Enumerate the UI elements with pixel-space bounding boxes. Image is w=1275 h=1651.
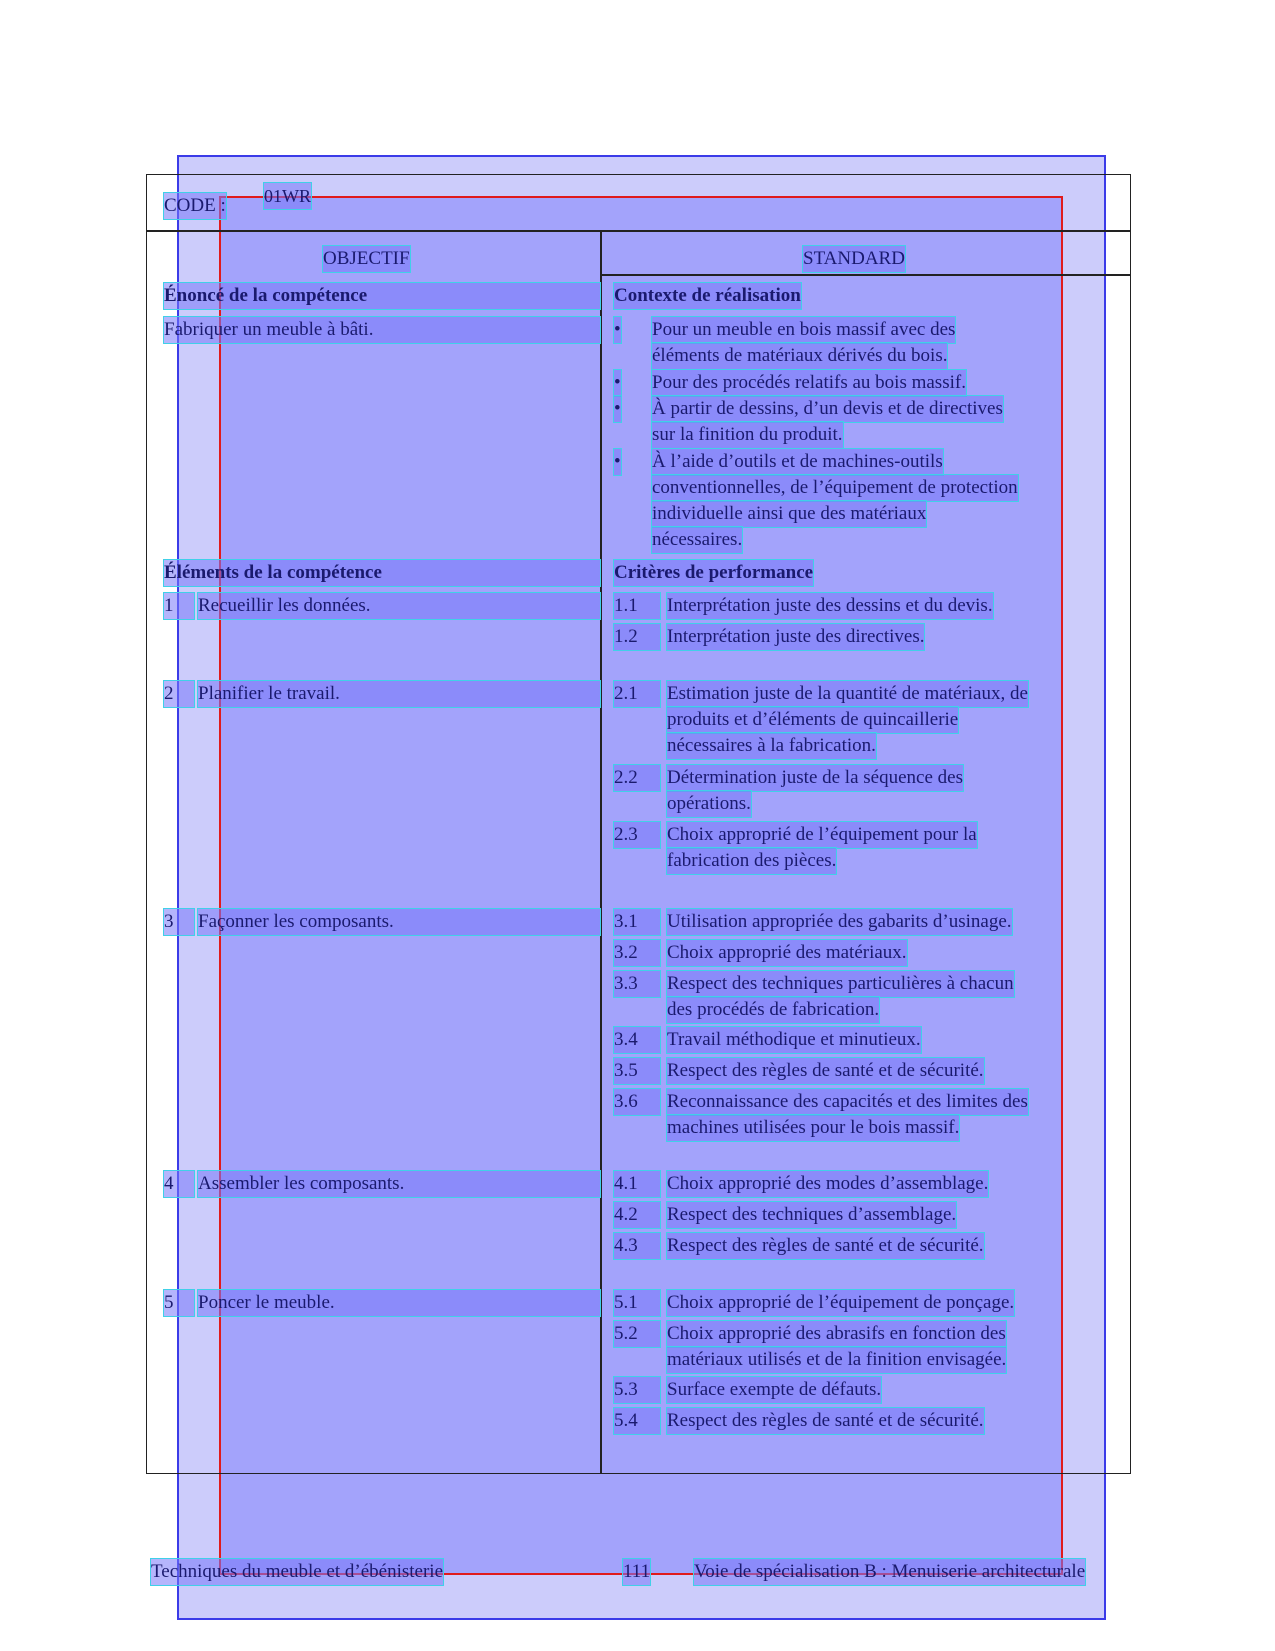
criterion-text-line: Choix approprié des modes d’assemblage. <box>667 1171 988 1197</box>
bullet-icon: • <box>614 317 621 343</box>
footer-program: Techniques du meuble et d’ébénisterie <box>151 1559 443 1585</box>
criterion-text-line: matériaux utilisés et de la finition envisagée. <box>667 1347 1006 1373</box>
element-label: Assembler les composants. <box>198 1171 600 1197</box>
criterion-number: 5.1 <box>614 1290 660 1316</box>
criterion-number: 4.2 <box>614 1202 660 1228</box>
bullet-icon: • <box>614 396 621 422</box>
divider-code-row <box>146 230 1131 232</box>
bullet-icon: • <box>614 449 621 475</box>
criterion-number: 4.3 <box>614 1233 660 1259</box>
contexte-item-line: Pour des procédés relatifs au bois massif. <box>652 370 966 396</box>
contexte-item-line: nécessaires. <box>652 527 742 553</box>
criterion-text-line: Respect des règles de santé et de sécurité. <box>667 1408 984 1434</box>
criterion-text-line: Respect des règles de santé et de sécurité. <box>667 1058 984 1084</box>
criterion-text-line: Détermination juste de la séquence des <box>667 765 963 791</box>
criterion-text-line: Choix approprié de l’équipement de ponçage. <box>667 1290 1014 1316</box>
contexte-item-line: Pour un meuble en bois massif avec des <box>652 317 955 343</box>
bullet-icon: • <box>614 370 621 396</box>
code-value: 01WR <box>264 183 311 209</box>
criterion-text-line: Interprétation juste des directives. <box>667 624 924 650</box>
criterion-number: 3.1 <box>614 909 660 935</box>
criterion-text-line: Respect des règles de santé et de sécurité. <box>667 1233 984 1259</box>
divider-columns <box>600 230 602 1474</box>
contexte-item-line: éléments de matériaux dérivés du bois. <box>652 343 947 369</box>
criterion-text-line: produits et d’éléments de quincaillerie <box>667 707 958 733</box>
contexte-item-line: À partir de dessins, d’un devis et de directives <box>652 396 1003 422</box>
element-number: 2 <box>164 681 194 707</box>
contexte-item-line: conventionnelles, de l’équipement de protection <box>652 475 1018 501</box>
code-label: CODE : <box>164 193 226 219</box>
element-label: Recueillir les données. <box>198 593 600 619</box>
contexte-heading: Contexte de réalisation <box>614 283 801 309</box>
elements-heading: Éléments de la compétence <box>164 560 600 586</box>
criterion-number: 2.3 <box>614 822 660 848</box>
criterion-text-line: Utilisation appropriée des gabarits d’usinage. <box>667 909 1012 935</box>
criterion-number: 5.4 <box>614 1408 660 1434</box>
criterion-text-line: Choix approprié des matériaux. <box>667 940 907 966</box>
criterion-number: 1.2 <box>614 624 660 650</box>
enonce-heading: Énoncé de la compétence <box>164 283 600 309</box>
criterion-text-line: Respect des techniques particulières à chacun <box>667 971 1014 997</box>
element-number: 1 <box>164 593 194 619</box>
criterion-number: 3.4 <box>614 1027 660 1053</box>
criterion-text-line: Estimation juste de la quantité de matériaux, de <box>667 681 1028 707</box>
criterion-number: 1.1 <box>614 593 660 619</box>
criterion-text-line: Reconnaissance des capacités et des limites des <box>667 1089 1028 1115</box>
column-header-objectif: OBJECTIF <box>323 246 410 272</box>
criterion-text-line: fabrication des pièces. <box>667 848 836 874</box>
enonce-text: Fabriquer un meuble à bâti. <box>164 317 600 343</box>
criterion-number: 3.6 <box>614 1089 660 1115</box>
element-number: 4 <box>164 1171 194 1197</box>
footer-page-number: 111 <box>623 1559 650 1585</box>
criterion-number: 3.2 <box>614 940 660 966</box>
column-header-standard: STANDARD <box>803 246 905 272</box>
element-number: 3 <box>164 909 194 935</box>
contexte-item-line: individuelle ainsi que des matériaux <box>652 501 926 527</box>
criterion-text-line: des procédés de fabrication. <box>667 997 879 1023</box>
contexte-item-line: sur la finition du produit. <box>652 422 843 448</box>
element-label: Planifier le travail. <box>198 681 600 707</box>
criterion-number: 5.3 <box>614 1377 660 1403</box>
footer-specialisation: Voie de spécialisation B : Menuiserie architecturale <box>694 1559 1085 1585</box>
criterion-text-line: machines utilisées pour le bois massif. <box>667 1115 959 1141</box>
criterion-number: 3.5 <box>614 1058 660 1084</box>
criterion-number: 2.2 <box>614 765 660 791</box>
criterion-number: 3.3 <box>614 971 660 997</box>
element-label: Poncer le meuble. <box>198 1290 600 1316</box>
element-number: 5 <box>164 1290 194 1316</box>
criterion-number: 2.1 <box>614 681 660 707</box>
criterion-text-line: Choix approprié de l’équipement pour la <box>667 822 977 848</box>
criteres-heading: Critères de performance <box>614 560 813 586</box>
element-label: Façonner les composants. <box>198 909 600 935</box>
criterion-text-line: Choix approprié des abrasifs en fonction des <box>667 1321 1006 1347</box>
criterion-text-line: nécessaires à la fabrication. <box>667 733 876 759</box>
criterion-number: 4.1 <box>614 1171 660 1197</box>
criterion-text-line: Travail méthodique et minutieux. <box>667 1027 921 1053</box>
contexte-item-line: À l’aide d’outils et de machines-outils <box>652 449 943 475</box>
criterion-text-line: Surface exempte de défauts. <box>667 1377 881 1403</box>
divider-header-row <box>600 274 1131 276</box>
criterion-text-line: Respect des techniques d’assemblage. <box>667 1202 956 1228</box>
criterion-text-line: opérations. <box>667 791 751 817</box>
criterion-text-line: Interprétation juste des dessins et du devis. <box>667 593 993 619</box>
criterion-number: 5.2 <box>614 1321 660 1347</box>
